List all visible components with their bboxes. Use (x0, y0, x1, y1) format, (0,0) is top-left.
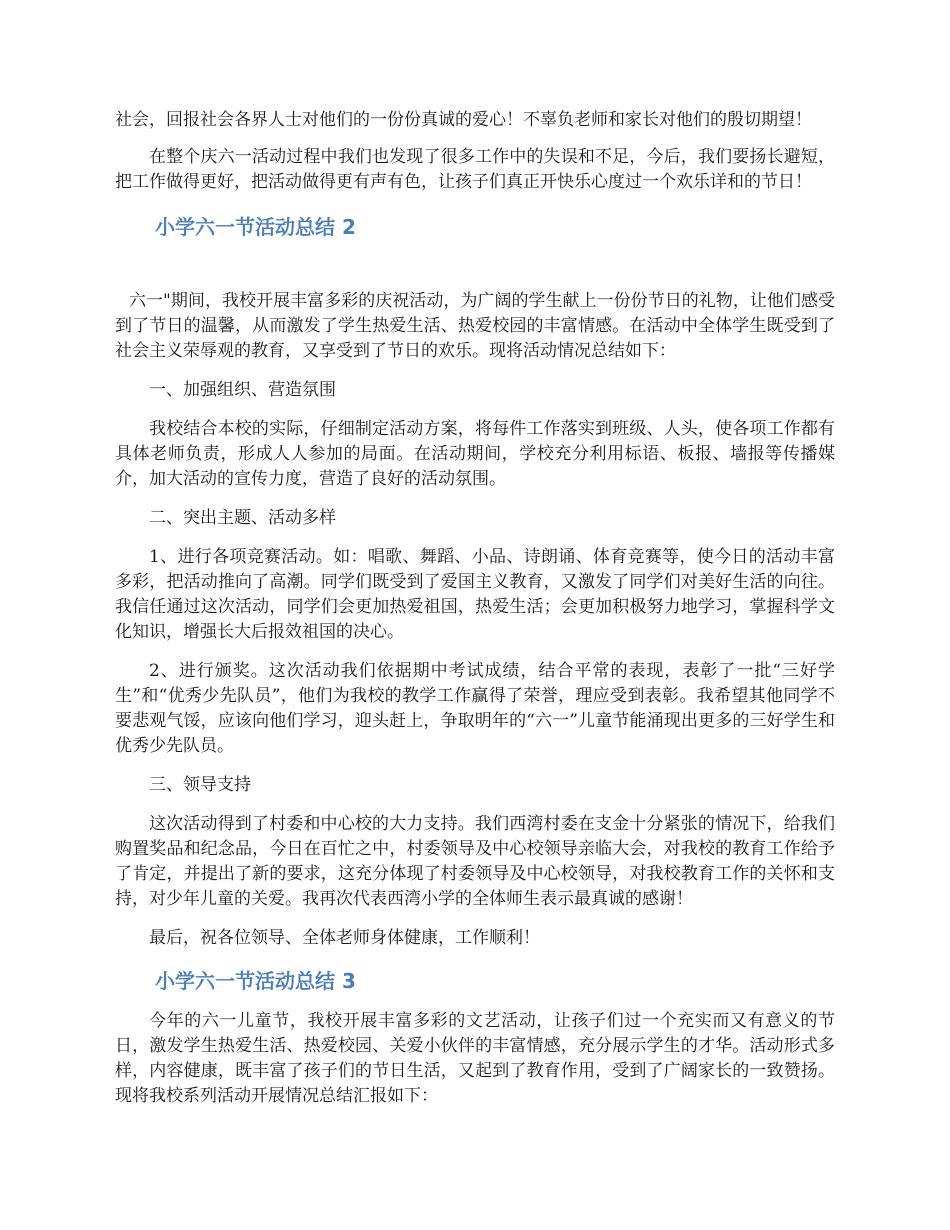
subheading: 三、领导支持 (149, 775, 251, 795)
section-title: 小学六一节活动总结 2 (155, 215, 356, 239)
subheading: 二、突出主题、活动多样 (149, 508, 336, 528)
paragraph: 社会，回报社会各界人士对他们的一份份真诚的爱心！不辜负老师和家长对他们的殷切期望！ (115, 110, 812, 130)
section-title: 小学六一节活动总结 3 (155, 969, 356, 993)
paragraph: 最后，祝各位领导、全体老师身体健康，工作顺利！ (149, 928, 540, 948)
paragraph: 六一"期间，我校开展丰富多彩的庆祝活动，为广阔的学生献上一份份节日的礼物，让他们感受到了节日的温馨，从而激发了学生热爱生活、热爱校园的丰富情感。在活动中全体学生既受到了社会主义荣辱观的教育，又享受到了节日的欢乐。现将活动情况总结如下： (115, 291, 835, 361)
subheading: 一、加强组织、营造氛围 (149, 380, 336, 400)
paragraph: 1、进行各项竞赛活动。如：唱歌、舞蹈、小品、诗朗诵、体育竞赛等，使今日的活动丰富多彩，把活动推向了高潮。同学们既受到了爱国主义教育，又激发了同学们对美好生活的向往。我信任通过这次活动，同学们会更加热爱祖国，热爱生活；会更加积极努力地学习，掌握科学文化知识，增强长大后报效祖国的决心。 (115, 547, 835, 642)
paragraph: 2、进行颁奖。这次活动我们依据期中考试成绩，结合平常的表现，表彰了一批“三好学生”和“优秀少先队员”，他们为我校的教学工作赢得了荣誉，理应受到表彰。我希望其他同学不要悲观气馁，应该向他们学习，迎头赶上，争取明年的“六一”儿童节能涌现出更多的三好学生和优秀少先队员。 (115, 661, 835, 756)
paragraph: 在整个庆六一活动过程中我们也发现了很多工作中的失误和不足，今后，我们要扬长避短，把工作做得更好，把活动做得更有声有色，让孩子们真正开快乐心度过一个欢乐详和的节日！ (115, 147, 835, 192)
paragraph: 我校结合本校的实际，仔细制定活动方案，将每件工作落实到班级、人头，使各项工作都有具体老师负责，形成人人参加的局面。在活动期间，学校充分利用标语、板报、墙报等传播媒介，加大活动的宣传力度，营造了良好的活动氛围。 (115, 419, 835, 489)
document-page (115, 108, 835, 1109)
paragraph: 今年的六一儿童节，我校开展丰富多彩的文艺活动，让孩子们过一个充实而又有意义的节日，激发学生热爱生活、热爱校园、关爱小伙伴的丰富情感，充分展示学生的才华。活动形式多样，内容健康，既丰富了孩子们的节日生活，又起到了教育作用，受到了广阔家长的一致赞扬。现将我校系列活动开展情况总结汇报如下： (115, 1011, 835, 1106)
paragraph: 这次活动得到了村委和中心校的大力支持。我们西湾村委在支金十分紧张的情况下，给我们购置奖品和纪念品，今日在百忙之中，村委领导及中心校领导亲临大会，对我校的教育工作给予了肯定，并提出了新的要求，这充分体现了村委领导及中心校领导，对我校教育工作的关怀和支持，对少年儿童的关爱。我再次代表西湾小学的全体师生表示最真诚的感谢！ (115, 814, 835, 909)
